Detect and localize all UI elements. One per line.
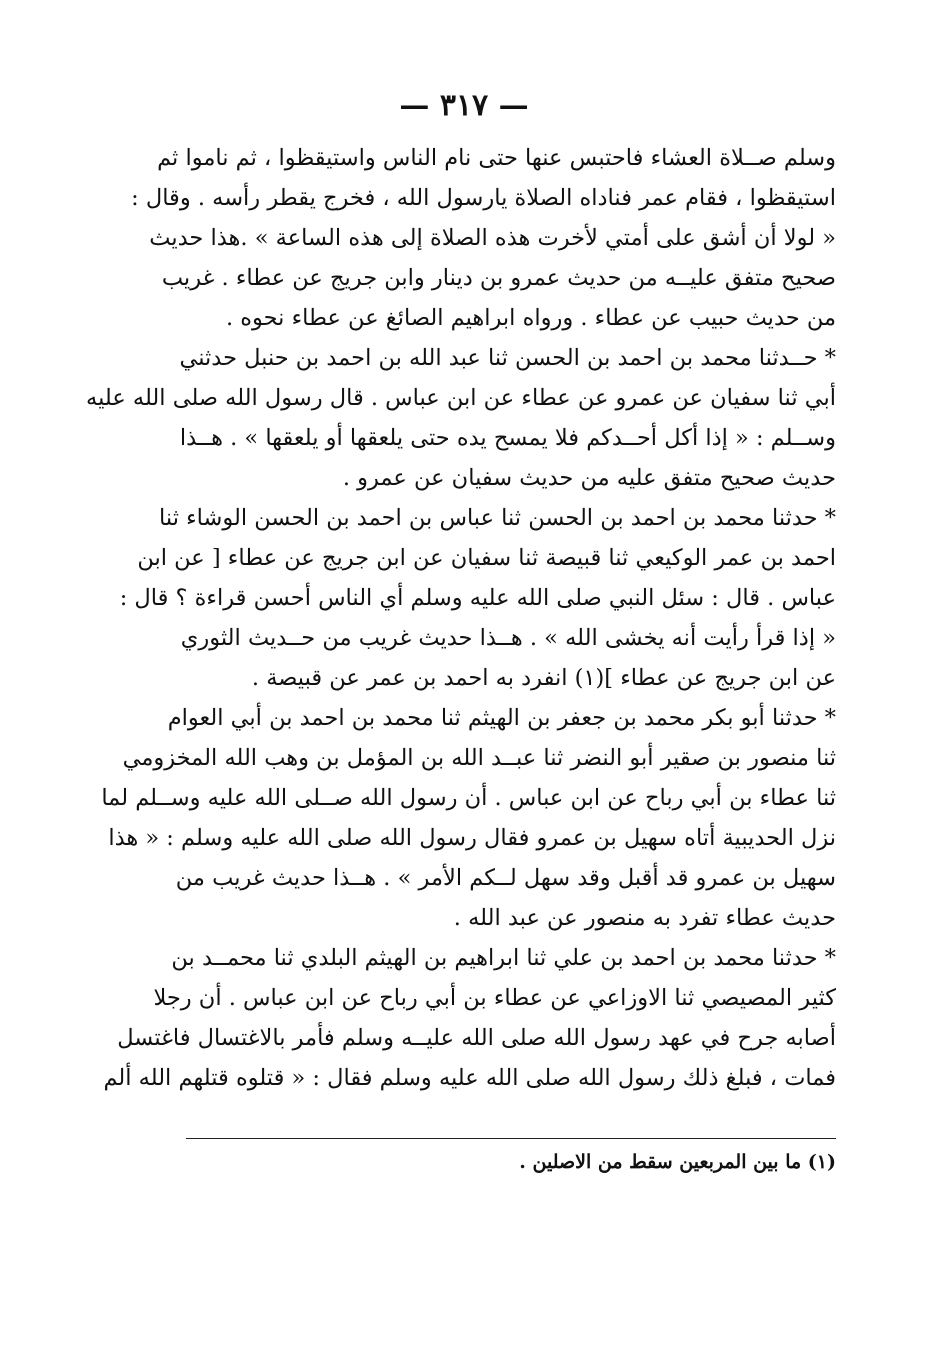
footnote: (١) ما بين المربعين سقط من الاصلين . <box>519 1151 836 1173</box>
text-line: احمد بن عمر الوكيعي ثنا قبيصة ثنا سفيان عن ابن جريج عن عطاء [ عن ابن <box>137 545 836 571</box>
text-line: عن ابن جريج عن عطاء ](١) انفرد به احمد بن عمر عن قبيصة . <box>251 665 836 691</box>
text-line: أبي ثنا سفيان عن عمرو عن عطاء عن ابن عباس . قال رسول الله صلى الله عليه <box>86 385 836 411</box>
text-line: عباس . قال : سئل النبي صلى الله عليه وسلم أي الناس أحسن قراءة ؟ قال : <box>119 585 836 611</box>
footnote-divider <box>186 1138 836 1139</box>
body-text <box>86 138 836 1098</box>
text-line: حديث صحيح متفق عليه من حديث سفيان عن عمرو . <box>342 465 836 491</box>
text-line: ثنا منصور بن صقير أبو النضر ثنا عبــد الله بن المؤمل بن وهب الله المخزومي <box>122 745 836 771</box>
text-line: وســلم : « إذا أكل أحــدكم فلا يمسح يده حتى يلعقها أو يلعقها » . هــذا <box>179 425 836 451</box>
text-line: أصابه جرح في عهد رسول الله صلى الله عليــه وسلم فأمر بالاغتسال فاغتسل <box>117 1025 836 1051</box>
text-line: * حــدثنا محمد بن احمد بن الحسن ثنا عبد الله بن احمد بن حنبل حدثني <box>179 345 836 371</box>
text-line: من حديث حبيب عن عطاء . ورواه ابراهيم الصائغ عن عطاء نحوه . <box>225 305 836 331</box>
text-line: كثير المصيصي ثنا الاوزاعي عن عطاء بن أبي رباح عن ابن عباس . أن رجلا <box>153 985 836 1011</box>
text-line: وسلم صــلاة العشاء فاحتبس عنها حتى نام الناس واستيقظوا ، ثم ناموا ثم <box>157 145 836 171</box>
text-line: ثنا عطاء بن أبي رباح عن ابن عباس . أن رسول الله صــلى الله عليه وســلم لما <box>101 785 836 811</box>
text-line: * حدثنا محمد بن احمد بن الحسن ثنا عباس بن احمد بن الحسن الوشاء ثنا <box>159 505 836 531</box>
text-line: صحيح متفق عليــه من حديث عمرو بن دينار وابن جريج عن عطاء . غريب <box>161 265 836 291</box>
text-line: « إذا قرأ رأيت أنه يخشى الله » . هــذا حديث غريب من حــديث الثوري <box>180 625 836 651</box>
text-line: حديث عطاء تفرد به منصور عن عبد الله . <box>453 905 836 931</box>
text-line: * حدثنا أبو بكر محمد بن جعفر بن الهيثم ثنا محمد بن احمد بن أبي العوام <box>167 705 836 731</box>
text-line: « لولا أن أشق على أمتي لأخرت هذه الصلاة إلى هذه الساعة » .هذا حديث <box>149 225 836 251</box>
page-number: — ٣١٧ — <box>399 88 529 123</box>
text-line: نزل الحديبية أتاه سهيل بن عمرو فقال رسول الله صلى الله عليه وسلم : « هذا <box>108 825 836 851</box>
text-line: استيقظوا ، فقام عمر فناداه الصلاة يارسول الله ، فخرج يقطر رأسه . وقال : <box>131 185 836 211</box>
text-line: * حدثنا محمد بن احمد بن علي ثنا ابراهيم بن الهيثم البلدي ثنا محمــد بن <box>171 945 836 971</box>
text-line: سهيل بن عمرو قد أقبل وقد سهل لــكم الأمر » . هــذا حديث غريب من <box>175 865 836 891</box>
text-line: فمات ، فبلغ ذلك رسول الله صلى الله عليه وسلم فقال : « قتلوه قتلهم الله ألم <box>103 1065 836 1091</box>
